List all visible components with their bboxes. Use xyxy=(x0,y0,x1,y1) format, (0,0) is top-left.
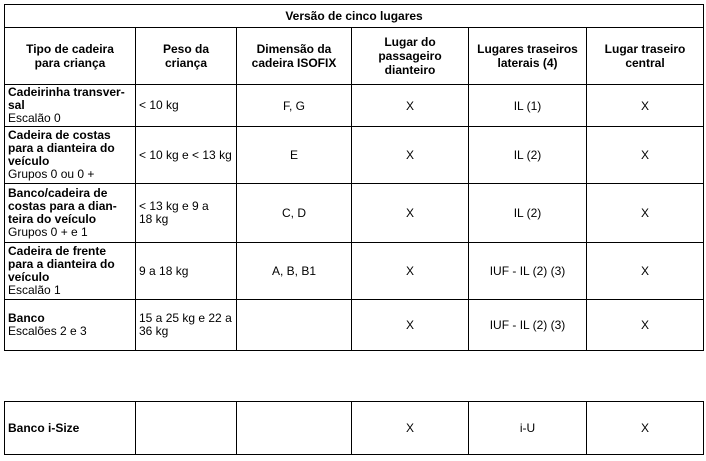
weight-line: < 10 kg xyxy=(139,98,179,112)
seat-type-line: Cadeira de frente xyxy=(8,244,107,258)
header-line: Lugares traseiros xyxy=(477,42,578,56)
rear-center-cell: X xyxy=(587,85,704,127)
header-child-weight xyxy=(136,28,237,85)
seat-type-line: para a dianteira do xyxy=(8,257,115,271)
table-caption: Versão de cinco lugares xyxy=(5,5,704,28)
weight-cell xyxy=(136,85,237,127)
table-row xyxy=(5,300,704,351)
seat-type-line: veículo xyxy=(8,154,50,168)
isofix-cell: C, D xyxy=(237,184,352,243)
weight-line: 36 kg xyxy=(139,324,169,338)
rear-lateral-cell: IL (1) xyxy=(469,85,587,127)
weight-cell xyxy=(136,127,237,184)
header-line: laterais (4) xyxy=(497,56,558,70)
seat-type-line: para a dianteira do xyxy=(8,141,115,155)
seat-type-line: teira do veículo xyxy=(8,212,97,226)
header-line: dianteiro xyxy=(384,63,436,77)
rear-lateral-cell: IUF - IL (2) (3) xyxy=(469,300,587,351)
rear-lateral-cell: IL (2) xyxy=(469,184,587,243)
header-line: Dimensão da xyxy=(256,42,332,56)
header-line: passageiro xyxy=(378,49,442,63)
weight-cell xyxy=(136,243,237,300)
header-rear-center xyxy=(587,28,704,85)
header-line: criança xyxy=(164,56,208,70)
rear-lateral-cell: i-U xyxy=(469,402,587,455)
front-passenger-cell: X xyxy=(352,402,469,455)
header-line: Lugar traseiro xyxy=(604,42,686,56)
rear-center-cell: X xyxy=(587,127,704,184)
table-row xyxy=(5,127,704,184)
rear-lateral-cell: IL (2) xyxy=(469,127,587,184)
front-passenger-cell: X xyxy=(352,127,469,184)
seat-group: Grupos 0 ou 0 + xyxy=(8,167,95,181)
isize-table xyxy=(4,401,704,455)
seat-type-line: Banco xyxy=(8,311,45,325)
weight-line: < 13 kg e 9 a xyxy=(139,199,209,213)
isofix-cell xyxy=(237,300,352,351)
seat-type-cell xyxy=(5,184,136,243)
seat-type-cell xyxy=(5,85,136,127)
seat-type-line: Banco/cadeira de xyxy=(8,186,108,200)
table-row xyxy=(5,85,704,127)
front-passenger-cell: X xyxy=(352,184,469,243)
weight-cell xyxy=(136,300,237,351)
seat-type-cell xyxy=(5,127,136,184)
rear-center-cell: X xyxy=(587,300,704,351)
isofix-cell: A, B, B1 xyxy=(237,243,352,300)
seat-group: Grupos 0 + e 1 xyxy=(8,225,88,239)
header-child-seat-type xyxy=(5,28,136,85)
weight-line: 9 a 18 kg xyxy=(139,263,189,278)
weight-line: 15 a 25 kg e 22 a xyxy=(139,311,232,325)
header-line: para criança xyxy=(34,56,106,70)
header-line: cadeira ISOFIX xyxy=(251,56,337,70)
seat-type-line: veículo xyxy=(8,270,50,284)
rear-lateral-cell: IUF - IL (2) (3) xyxy=(469,243,587,300)
header-line: central xyxy=(625,56,665,70)
weight-line: 18 kg xyxy=(139,212,169,226)
seat-type-cell xyxy=(5,300,136,351)
seat-type-line: costas para a dian- xyxy=(8,199,117,213)
weight-cell xyxy=(136,184,237,243)
seat-type-line: Cadeira de costas xyxy=(8,128,111,142)
weight-cell xyxy=(136,402,237,455)
header-row xyxy=(5,28,704,85)
seat-compatibility-table xyxy=(4,4,704,351)
weight-line: < 10 kg e < 13 kg xyxy=(139,147,232,162)
table-row xyxy=(5,184,704,243)
rear-center-cell: X xyxy=(587,184,704,243)
seat-type-cell: Banco i-Size xyxy=(5,402,136,455)
front-passenger-cell: X xyxy=(352,85,469,127)
front-passenger-cell: X xyxy=(352,300,469,351)
seat-group: Escalão 0 xyxy=(8,111,61,125)
header-line: Tipo de cadeira xyxy=(26,42,114,56)
table-row xyxy=(5,402,704,455)
header-line: Lugar do xyxy=(384,35,436,49)
seat-group: Escalão 1 xyxy=(8,283,61,297)
rear-center-cell: X xyxy=(587,243,704,300)
isofix-cell: E xyxy=(237,127,352,184)
seat-group: Escalões 2 e 3 xyxy=(8,324,87,338)
seat-type-cell xyxy=(5,243,136,300)
header-front-passenger xyxy=(352,28,469,85)
seat-type-line: Cadeirinha transver- xyxy=(8,85,125,99)
isofix-cell: F, G xyxy=(237,85,352,127)
header-isofix-size xyxy=(237,28,352,85)
header-rear-lateral xyxy=(469,28,587,85)
isofix-cell xyxy=(237,402,352,455)
front-passenger-cell: X xyxy=(352,243,469,300)
seat-type-line: sal xyxy=(8,98,25,112)
rear-center-cell: X xyxy=(587,402,704,455)
table-row xyxy=(5,243,704,300)
header-line: Peso da xyxy=(162,42,210,56)
